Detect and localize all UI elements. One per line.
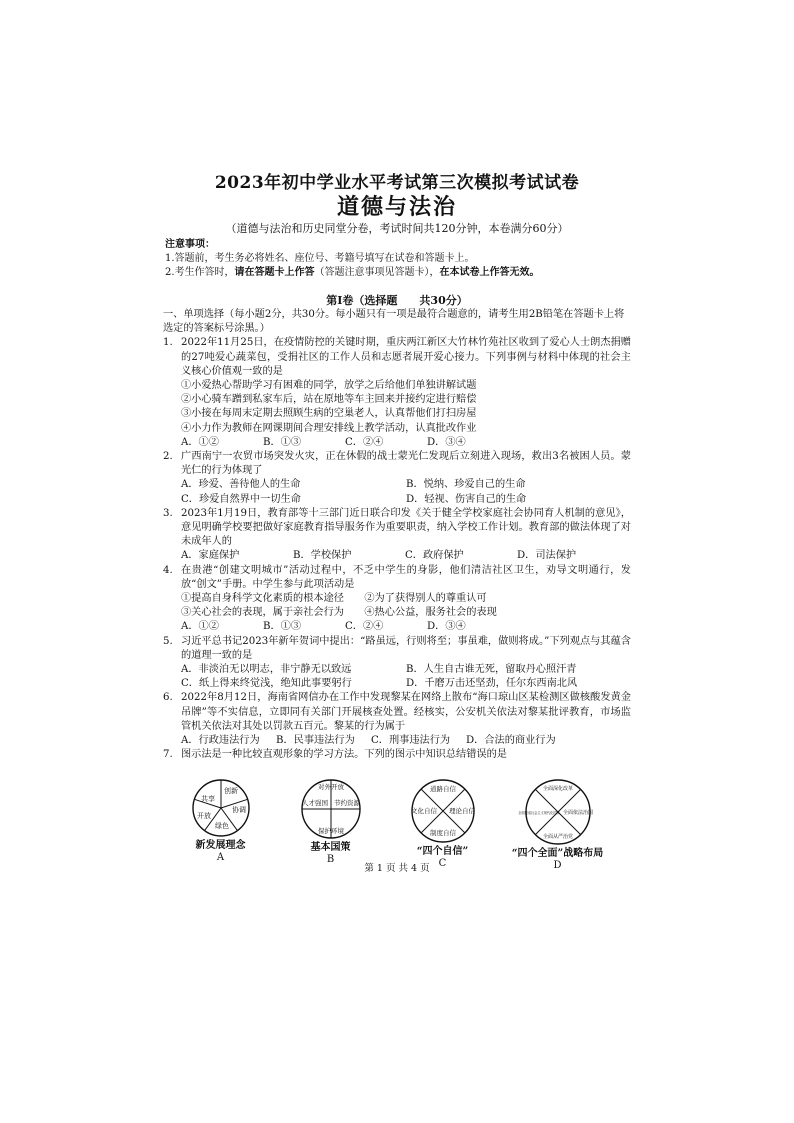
notes-item-2: 2.考生作答时，请在答题卡上作答（答题注意事项见答题卡），在本试卷上作答无效。 xyxy=(165,267,540,278)
question-2 xyxy=(163,450,631,478)
notes-item-1: 1.答题前，考生务必将姓名、座位号、考籍号填写在试卷和答题卡上。 xyxy=(165,253,475,264)
segment-label: 节约资源 xyxy=(333,799,360,807)
diagram-c-circle xyxy=(410,778,476,844)
option-c: C．纸上得来终觉浅，绝知此事要躬行 xyxy=(181,678,352,690)
question-number: 6. xyxy=(163,692,173,704)
option-a: A．①② xyxy=(181,621,219,633)
question-item: ③小接在每周末定期去照顾生病的空巢老人，认真帮他们打扫房屋 xyxy=(181,408,477,420)
segment-label: 创新 xyxy=(223,787,238,795)
option-d: D．③④ xyxy=(427,436,466,448)
diagram-caption: 基本国策 xyxy=(310,842,351,853)
option-b: B．人生自古谁无死，留取丹心照汗青 xyxy=(406,664,577,676)
diagram-d xyxy=(500,778,615,871)
option-c: C．珍爱自然界中一切生命 xyxy=(181,493,301,505)
question-stem: 在贵港“创建文明城市”活动过程中，不乏中学生的身影，他们清洁社区卫生，劝导文明通行，发放“创文”手册。中学生参与此项活动是 xyxy=(181,564,631,590)
diagram-caption: “四个全面”战略布局 xyxy=(511,848,604,859)
notes-block xyxy=(165,238,635,280)
option-d: D．③④ xyxy=(427,621,466,633)
question-number: 1. xyxy=(163,337,173,349)
section-instruction: 一、单项选择（每小题2分，共30分。每小题只有一项是最符合题意的，请考生用2B铅笔在答题卡上将选定的答案标号涂黑。） xyxy=(163,309,625,335)
segment-label: 理论自信 xyxy=(448,807,475,815)
option-b: B．①③ xyxy=(263,621,302,633)
question-options xyxy=(163,663,631,677)
option-a: A．行政违法行为 xyxy=(181,735,260,747)
segment-label: 保护环境 xyxy=(317,827,344,835)
segment-label: 对外开放 xyxy=(317,783,344,791)
question-4 xyxy=(163,564,631,592)
diagram-letter: C xyxy=(438,858,447,869)
option-d: D．千磨万击还坚劲，任尔东西南北风 xyxy=(406,678,578,690)
question-options xyxy=(163,436,631,450)
option-d: D．司法保护 xyxy=(517,550,577,562)
diagram-caption: 新发展理念 xyxy=(195,840,246,851)
question-item: ②小心骑车蹭到私家车后，站在原地等车主回来并接约定进行赔偿 xyxy=(181,394,477,406)
diagram-c xyxy=(385,778,500,868)
question-7 xyxy=(163,748,631,762)
question-stem: 2023年1月19日，教育部等十三部门近日联合印发《关于健全学校家庭社会协同育人机制的意见》，意见明确学校要把做好家庭教育指导服务作为重要职责，纳入学校工作计划。教育部的做法体现了对未成年人的 xyxy=(181,507,631,548)
exam-title: 2023年初中学业水平考试第三次模拟考试试卷 xyxy=(214,173,580,193)
diagram-caption: “四个自信” xyxy=(416,846,469,857)
option-c: C．②④ xyxy=(345,621,384,633)
question-number: 2. xyxy=(163,451,173,463)
section-title: 第Ⅰ卷（选择题 共30分） xyxy=(326,294,468,307)
question-number: 7. xyxy=(163,749,173,761)
segment-label: 共享 xyxy=(200,795,215,803)
option-b: B．①③ xyxy=(263,436,302,448)
question-item: ④小力作为教师在网课期间合理安排线上教学活动，认真批改作业 xyxy=(181,422,477,434)
diagram-a xyxy=(163,778,278,868)
option-b: B．民事违法行为 xyxy=(276,735,355,747)
question-item: ①提高自身科学文化素质的根本途径 ②为了获得别人的尊重认可 xyxy=(181,593,487,605)
page-footer: 第 1 页 共 4 页 xyxy=(364,863,430,874)
question-options xyxy=(163,734,631,748)
question-item: ①小爱热心帮助学习有困难的同学，放学之后给他们单独讲解试题 xyxy=(181,380,477,392)
option-d: D．合法的商业行为 xyxy=(466,735,556,747)
question-stem: 2022年8月12日，海南省网信办在工作中发现黎某在网络上散布“海口琼山区某检测区做核酸发黄金吊牌”等不实信息，立即同有关部门开展核查处置。经核实，公安机关依法对黎某批评教育，市场监管机关依法对其处以罚款五百元。黎某的行为属于 xyxy=(181,692,631,732)
option-a: A．家庭保护 xyxy=(181,550,240,562)
option-a: A．①② xyxy=(181,436,219,448)
option-c: C．政府保护 xyxy=(405,550,464,562)
questions-area xyxy=(163,308,631,763)
diagram-letter: D xyxy=(553,860,562,871)
segment-label: 开放 xyxy=(196,812,211,820)
option-c: C．②④ xyxy=(345,436,384,448)
segment-label: 文化自信 xyxy=(410,807,437,815)
diagram-letter: B xyxy=(326,854,335,865)
question-6 xyxy=(163,691,631,734)
segment-label: 全面依法治国 xyxy=(562,810,593,816)
question-options xyxy=(163,620,631,634)
segment-label: 人才强国 xyxy=(301,799,328,807)
question-5 xyxy=(163,635,631,663)
diagram-a-circle xyxy=(191,778,251,838)
segment-label: 道路自信 xyxy=(429,785,456,793)
segment-label: 协调 xyxy=(231,806,246,814)
question-3 xyxy=(163,507,631,550)
question-stem: 2022年11月25日，在疫情防控的关键时期，重庆两江新区大竹林竹苑社区收到了爱心人士朗杰捐赠的27吨爱心蔬菜包，受捐社区的工作人员和志愿者展开爱心接力。下列事例与材料中体现的社会主义核心价值观一致的是 xyxy=(181,337,631,377)
notes-heading: 注意事项： xyxy=(165,239,215,250)
question-number: 3. xyxy=(163,507,173,519)
question-stem: 图示法是一种比较直观形象的学习方法。下列的图示中知识总结错误的是 xyxy=(181,749,507,761)
question-stem: 习近平总书记2023年新年贺词中提出：“路虽远，行则将至；事虽难，做则将成。”下列观点与其蕴含的道理一致的是 xyxy=(181,635,631,661)
diagram-b-circle xyxy=(300,778,362,840)
question-1 xyxy=(163,336,631,379)
segment-label: 制度自信 xyxy=(429,829,456,837)
option-c: C．刑事违法行为 xyxy=(371,735,451,747)
option-b: B．学校保护 xyxy=(293,550,352,562)
segment-label: 全面深化改革 xyxy=(542,786,573,792)
option-a: A．非淡泊无以明志，非宁静无以致远 xyxy=(181,664,352,676)
question-item: ③关心社会的表现，属于亲社会行为 ④热心公益，服务社会的表现 xyxy=(181,607,497,619)
question-options xyxy=(163,478,631,492)
subject-title: 道德与法治 xyxy=(336,194,457,220)
option-d: D．轻视、伤害自己的生命 xyxy=(406,493,527,505)
option-a: A．珍爱、善待他人的生命 xyxy=(181,479,301,491)
diagram-b xyxy=(273,778,388,868)
question-options xyxy=(163,493,631,507)
segment-label: 全面建成社会主义现代化国家 xyxy=(517,811,560,815)
segment-label: 全面从严治党 xyxy=(542,834,573,840)
exam-subtitle: （道德与法治和历史同堂分卷，考试时间共120分钟，本卷满分60分） xyxy=(225,222,569,235)
question-number: 5. xyxy=(163,635,173,647)
question-options xyxy=(163,549,631,563)
question-options xyxy=(163,677,631,691)
diagram-letter: A xyxy=(216,852,225,863)
diagram-d-circle xyxy=(517,778,593,846)
question-stem: 广西南宁一农贸市场突发火灾，正在休假的战士蒙光仁发现后立刻进入现场，救出3名被困人员。蒙光仁的行为体现了 xyxy=(181,451,631,477)
question-number: 4. xyxy=(163,564,173,576)
option-b: B．悦纳、珍爱自己的生命 xyxy=(406,479,526,491)
segment-label: 绿色 xyxy=(214,822,229,830)
